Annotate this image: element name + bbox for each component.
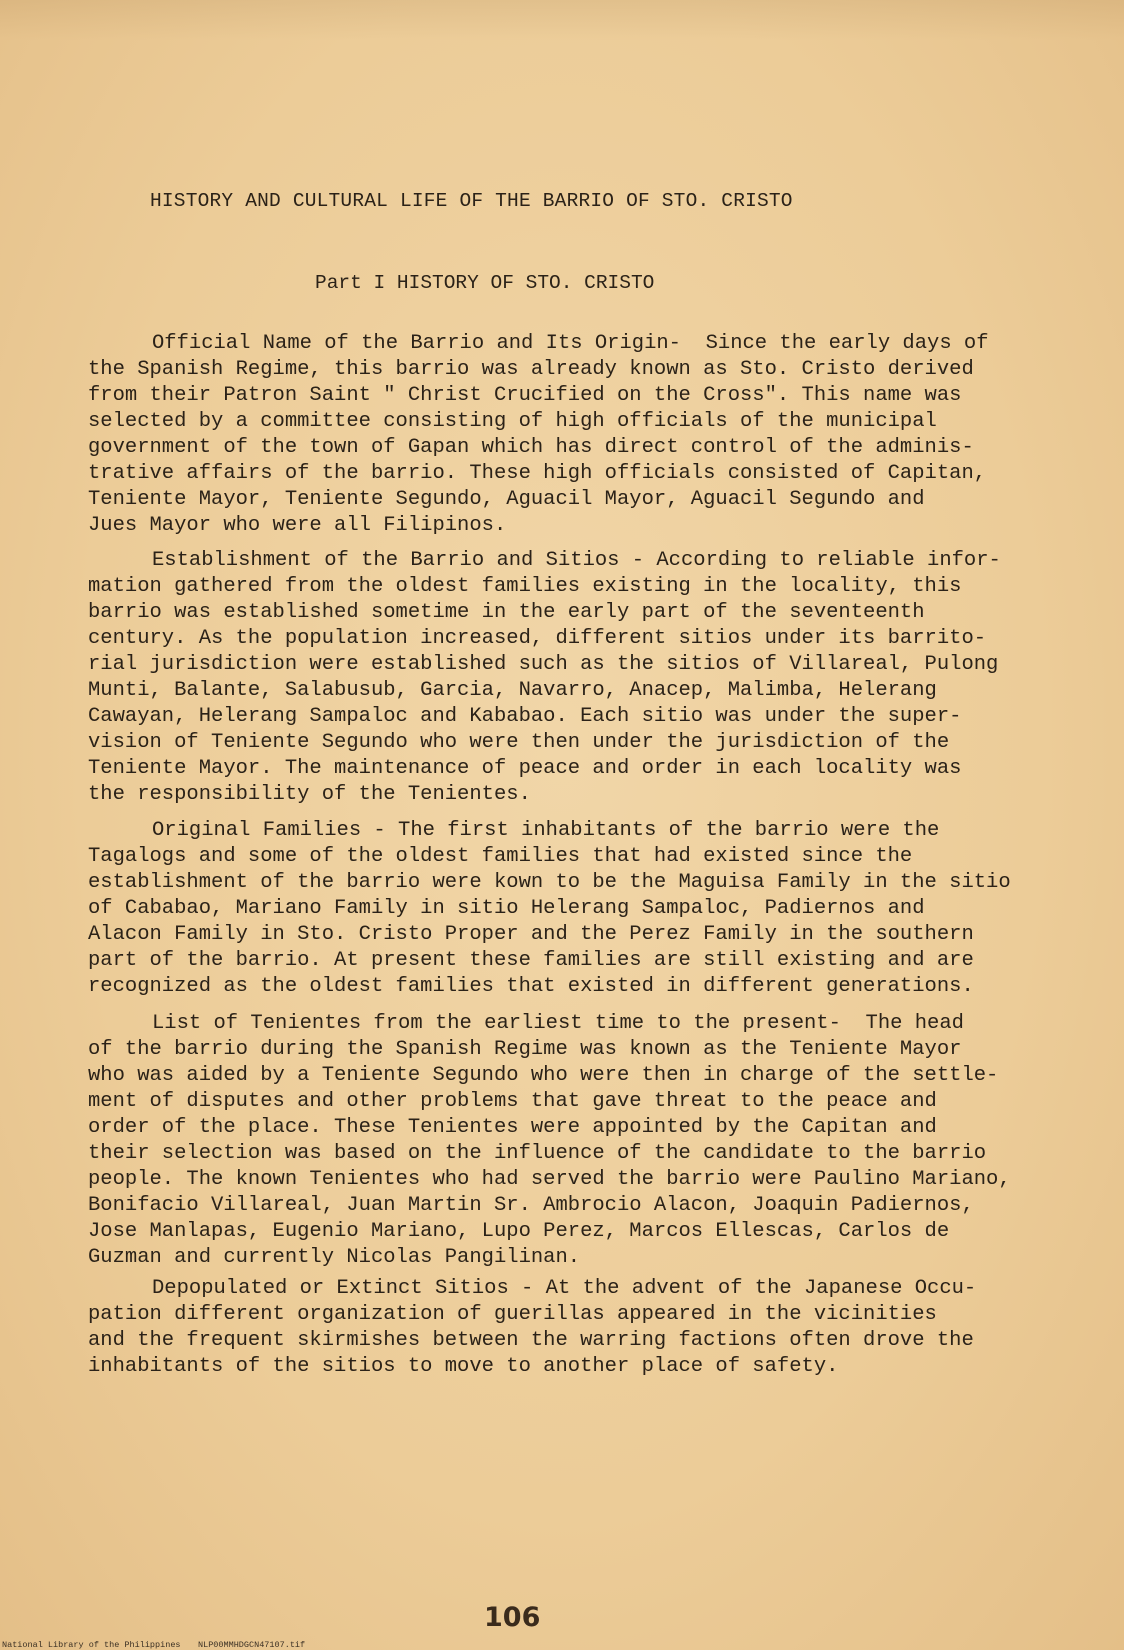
text-line: barrio was established sometime in the early part of the seventeenth bbox=[88, 601, 925, 624]
text-line: Jose Manlapas, Eugenio Mariano, Lupo Perez, Marcos Ellescas, Carlos de bbox=[88, 1220, 950, 1243]
paragraph-original-families bbox=[88, 818, 1048, 1000]
text-line: government of the town of Gapan which has direct control of the adminis- bbox=[88, 436, 974, 459]
text-line: century. As the population increased, different sitios under its barrito- bbox=[88, 627, 987, 650]
text-line: who was aided by a Teniente Segundo who were then in charge of the settle- bbox=[88, 1064, 999, 1087]
text-line: Jues Mayor who were all Filipinos. bbox=[88, 514, 507, 537]
page-number: 106 bbox=[484, 1602, 541, 1633]
document-title: HISTORY AND CULTURAL LIFE OF THE BARRIO OF STO. CRISTO bbox=[150, 190, 793, 212]
text-line: establishment of the barrio were kown to be the Maguisa Family in the sitio bbox=[88, 871, 1011, 894]
text-line: Depopulated or Extinct Sitios - At the advent of the Japanese Occu- bbox=[152, 1277, 977, 1300]
text-line: part of the barrio. At present these families are still existing and are bbox=[88, 949, 974, 972]
text-line: Establishment of the Barrio and Sitios - According to reliable infor- bbox=[152, 549, 1001, 572]
library-watermark: National Library of the Philippines bbox=[2, 1640, 181, 1650]
text-line: rial jurisdiction were established such as the sitios of Villareal, Pulong bbox=[88, 653, 999, 676]
paragraph-establishment bbox=[88, 548, 1048, 808]
text-line: Bonifacio Villareal, Juan Martin Sr. Ambrocio Alacon, Joaquin Padiernos, bbox=[88, 1194, 974, 1217]
text-line: List of Tenientes from the earliest time to the present- The head bbox=[152, 1012, 964, 1035]
text-line: the Spanish Regime, this barrio was already known as Sto. Cristo derived bbox=[88, 358, 974, 381]
document-subtitle: Part I HISTORY OF STO. CRISTO bbox=[315, 272, 655, 294]
file-id-label: NLP00MMHDGCN47107.tif bbox=[198, 1640, 306, 1650]
text-line: order of the place. These Tenientes were appointed by the Capitan and bbox=[88, 1116, 937, 1139]
text-line: Munti, Balante, Salabusub, Garcia, Navarro, Anacep, Malimba, Helerang bbox=[88, 679, 937, 702]
text-line: mation gathered from the oldest families existing in the locality, this bbox=[88, 575, 962, 598]
text-line: recognized as the oldest families that existed in different generations. bbox=[88, 975, 974, 998]
text-line: Alacon Family in Sto. Cristo Proper and the Perez Family in the southern bbox=[88, 923, 974, 946]
text-line: Official Name of the Barrio and Its Origin- Since the early days of bbox=[152, 332, 989, 355]
text-line: Original Families - The first inhabitants of the barrio were the bbox=[152, 819, 940, 842]
paragraph-tenientes bbox=[88, 1011, 1048, 1271]
text-line: of the barrio during the Spanish Regime was known as the Teniente Mayor bbox=[88, 1038, 962, 1061]
text-line: and the frequent skirmishes between the warring factions often drove the bbox=[88, 1329, 974, 1352]
text-line: Tagalogs and some of the oldest families that had existed since the bbox=[88, 845, 913, 868]
text-line: Cawayan, Helerang Sampaloc and Kababao. Each sitio was under the super- bbox=[88, 705, 962, 728]
text-line: vision of Teniente Segundo who were then under the jurisdiction of the bbox=[88, 731, 950, 754]
text-line: the responsibility of the Tenientes. bbox=[88, 783, 531, 806]
text-line: their selection was based on the influence of the candidate to the barrio bbox=[88, 1142, 987, 1165]
text-line: selected by a committee consisting of high officials of the municipal bbox=[88, 410, 937, 433]
text-line: Guzman and currently Nicolas Pangilinan. bbox=[88, 1246, 581, 1269]
text-line: trative affairs of the barrio. These high officials consisted of Capitan, bbox=[88, 462, 987, 485]
text-line: people. The known Tenientes who had served the barrio were Paulino Mariano, bbox=[88, 1168, 1011, 1191]
paragraph-depopulated-sitios bbox=[88, 1276, 1048, 1380]
paragraph-official-name bbox=[88, 331, 1048, 539]
text-line: pation different organization of guerillas appeared in the vicinities bbox=[88, 1303, 937, 1326]
text-line: Teniente Mayor. The maintenance of peace and order in each locality was bbox=[88, 757, 962, 780]
text-line: ment of disputes and other problems that gave threat to the peace and bbox=[88, 1090, 937, 1113]
paper-stain bbox=[0, 0, 1124, 40]
text-line: inhabitants of the sitios to move to another place of safety. bbox=[88, 1355, 839, 1378]
text-line: Teniente Mayor, Teniente Segundo, Aguacil Mayor, Aguacil Segundo and bbox=[88, 488, 925, 511]
text-line: of Cababao, Mariano Family in sitio Helerang Sampaloc, Padiernos and bbox=[88, 897, 925, 920]
text-line: from their Patron Saint " Christ Crucified on the Cross". This name was bbox=[88, 384, 962, 407]
